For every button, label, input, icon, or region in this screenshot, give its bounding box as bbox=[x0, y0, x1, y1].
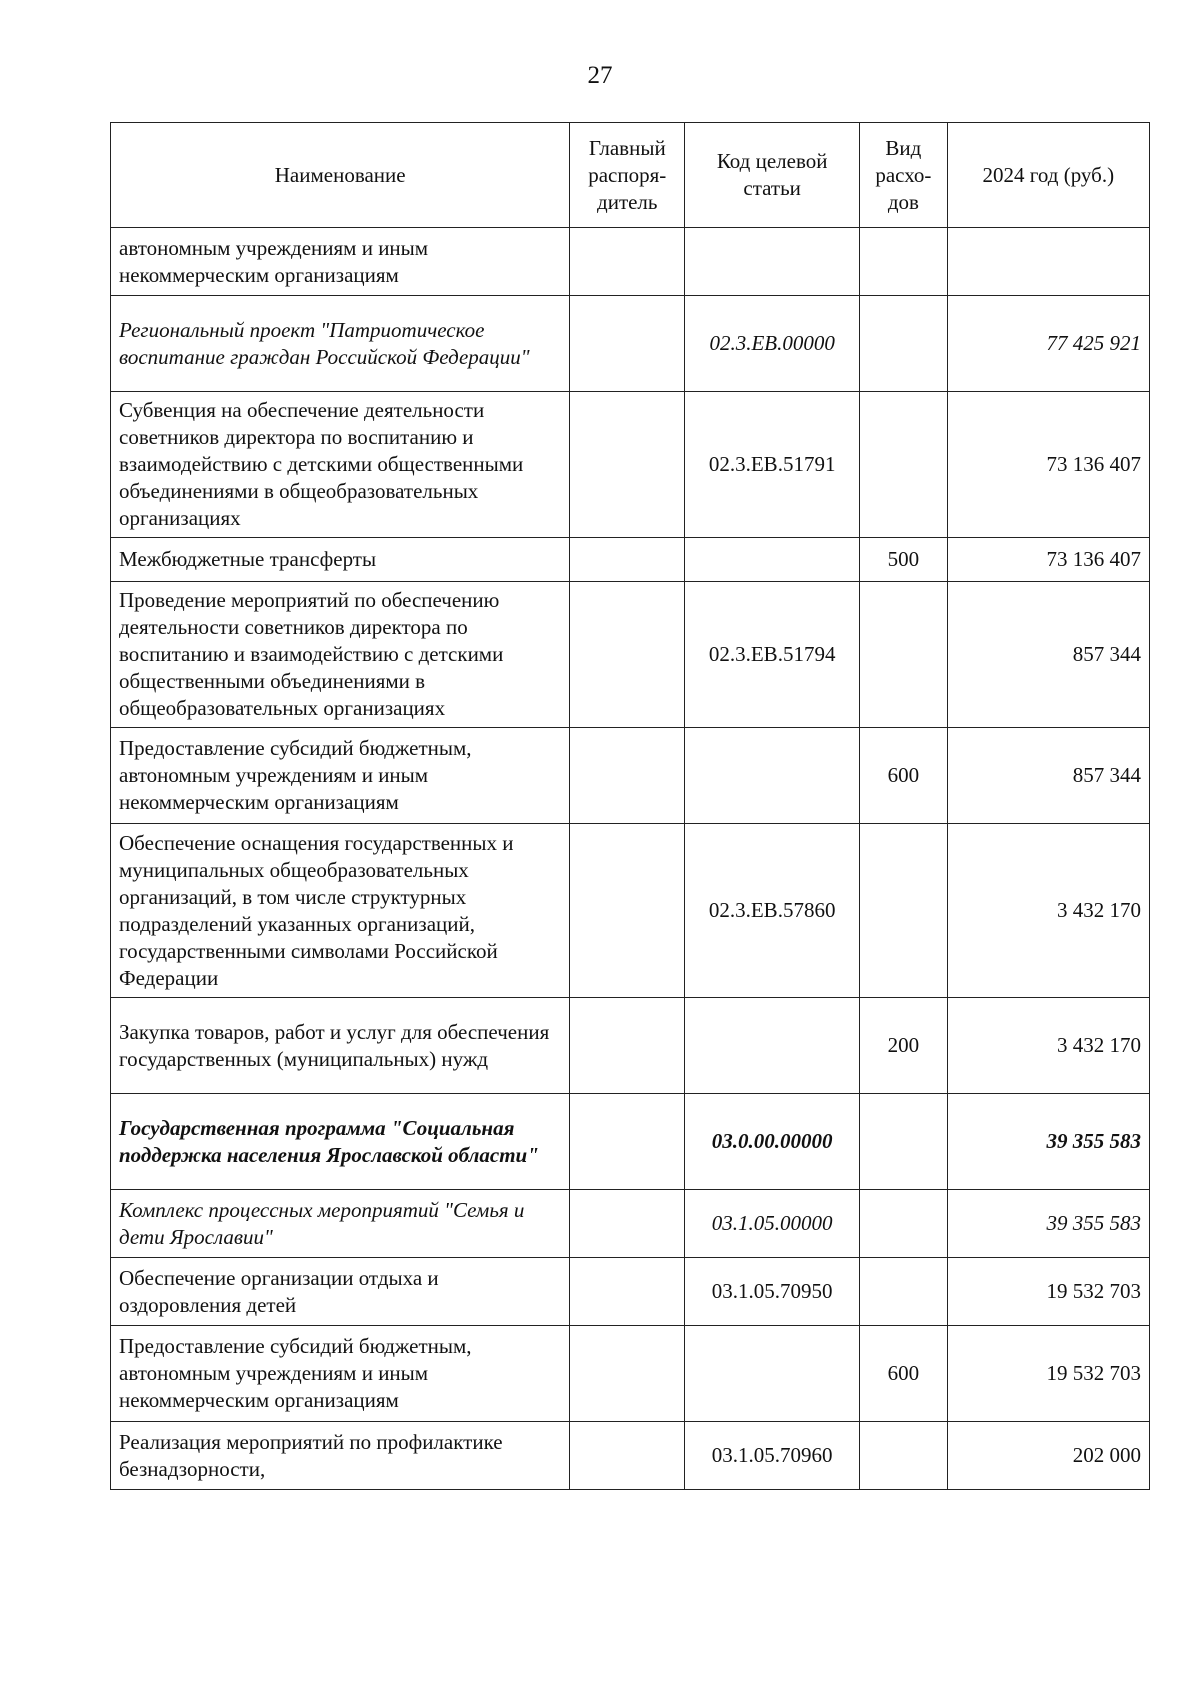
header-type: Вид расхо-дов bbox=[860, 123, 947, 228]
row-manager bbox=[570, 392, 685, 538]
row-code bbox=[685, 1326, 860, 1422]
table-row bbox=[111, 824, 1150, 998]
row-name: Реализация мероприятий по профилактике безнадзорности, bbox=[111, 1422, 570, 1490]
row-name: Комплекс процессных мероприятий "Семья и дети Ярославии" bbox=[111, 1190, 570, 1258]
row-type: 600 bbox=[860, 1326, 947, 1422]
row-name: Предоставление субсидий бюджетным, автономным учреждениям и иным некоммерческим организациям bbox=[111, 1326, 570, 1422]
row-type: 500 bbox=[860, 538, 947, 582]
row-code: 02.3.ЕВ.57860 bbox=[685, 824, 860, 998]
row-manager bbox=[570, 1326, 685, 1422]
header-amount: 2024 год (руб.) bbox=[947, 123, 1149, 228]
row-amount: 3 432 170 bbox=[947, 998, 1149, 1094]
row-code bbox=[685, 728, 860, 824]
row-name: Обеспечение организации отдыха и оздоровления детей bbox=[111, 1258, 570, 1326]
row-name: Государственная программа "Социальная поддержка населения Ярославской области" bbox=[111, 1094, 570, 1190]
table-row bbox=[111, 1258, 1150, 1326]
row-amount: 39 355 583 bbox=[947, 1190, 1149, 1258]
table-row bbox=[111, 538, 1150, 582]
table-row bbox=[111, 228, 1150, 296]
table-row bbox=[111, 1326, 1150, 1422]
row-manager bbox=[570, 1258, 685, 1326]
row-code: 03.1.05.70950 bbox=[685, 1258, 860, 1326]
row-amount: 73 136 407 bbox=[947, 392, 1149, 538]
row-code: 02.3.ЕВ.00000 bbox=[685, 296, 860, 392]
row-manager bbox=[570, 824, 685, 998]
row-amount: 19 532 703 bbox=[947, 1326, 1149, 1422]
header-manager: Главный распоря-дитель bbox=[570, 123, 685, 228]
row-type: 600 bbox=[860, 728, 947, 824]
row-manager bbox=[570, 998, 685, 1094]
row-type bbox=[860, 1190, 947, 1258]
row-type bbox=[860, 296, 947, 392]
row-manager bbox=[570, 1094, 685, 1190]
table-row bbox=[111, 998, 1150, 1094]
row-amount: 19 532 703 bbox=[947, 1258, 1149, 1326]
header-name: Наименование bbox=[111, 123, 570, 228]
row-type bbox=[860, 582, 947, 728]
page-number: 27 bbox=[587, 62, 613, 89]
row-amount: 3 432 170 bbox=[947, 824, 1149, 998]
row-name: Проведение мероприятий по обеспечению деятельности советников директора по воспитанию и взаимодействию с детскими общественными объединениями в общеобразовательных организациях bbox=[111, 582, 570, 728]
row-manager bbox=[570, 538, 685, 582]
budget-table bbox=[110, 122, 1150, 1490]
row-type bbox=[860, 1258, 947, 1326]
row-manager bbox=[570, 582, 685, 728]
row-name: Субвенция на обеспечение деятельности советников директора по воспитанию и взаимодействию с детскими общественными объединениями в общеобразовательных организациях bbox=[111, 392, 570, 538]
table-row bbox=[111, 728, 1150, 824]
row-manager bbox=[570, 1190, 685, 1258]
row-name: Предоставление субсидий бюджетным, автономным учреждениям и иным некоммерческим организациям bbox=[111, 728, 570, 824]
row-amount: 202 000 bbox=[947, 1422, 1149, 1490]
row-code bbox=[685, 538, 860, 582]
row-code: 03.1.05.00000 bbox=[685, 1190, 860, 1258]
table-row bbox=[111, 582, 1150, 728]
row-type bbox=[860, 1094, 947, 1190]
row-amount: 39 355 583 bbox=[947, 1094, 1149, 1190]
row-amount: 77 425 921 bbox=[947, 296, 1149, 392]
row-code: 02.3.ЕВ.51791 bbox=[685, 392, 860, 538]
row-type bbox=[860, 824, 947, 998]
row-manager bbox=[570, 228, 685, 296]
row-amount bbox=[947, 228, 1149, 296]
row-name: Закупка товаров, работ и услуг для обеспечения государственных (муниципальных) нужд bbox=[111, 998, 570, 1094]
row-type bbox=[860, 392, 947, 538]
table-row bbox=[111, 1094, 1150, 1190]
table-row bbox=[111, 1422, 1150, 1490]
row-code: 02.3.ЕВ.51794 bbox=[685, 582, 860, 728]
table-row bbox=[111, 296, 1150, 392]
row-name: Региональный проект "Патриотическое воспитание граждан Российской Федерации" bbox=[111, 296, 570, 392]
row-type: 200 bbox=[860, 998, 947, 1094]
row-amount: 73 136 407 bbox=[947, 538, 1149, 582]
row-manager bbox=[570, 1422, 685, 1490]
header-code: Код целевой статьи bbox=[685, 123, 860, 228]
row-name: Обеспечение оснащения государственных и муниципальных общеобразовательных организаций, в том числе структурных подразделений указанных организаций, государственными символами Российской Федерации bbox=[111, 824, 570, 998]
row-manager bbox=[570, 728, 685, 824]
row-amount: 857 344 bbox=[947, 582, 1149, 728]
table-row bbox=[111, 1190, 1150, 1258]
row-type bbox=[860, 1422, 947, 1490]
table-header-row bbox=[111, 123, 1150, 228]
table-row bbox=[111, 392, 1150, 538]
row-code bbox=[685, 998, 860, 1094]
row-name: автономным учреждениям и иным некоммерческим организациям bbox=[111, 228, 570, 296]
row-code bbox=[685, 228, 860, 296]
row-amount: 857 344 bbox=[947, 728, 1149, 824]
row-name: Межбюджетные трансферты bbox=[111, 538, 570, 582]
row-code: 03.0.00.00000 bbox=[685, 1094, 860, 1190]
row-type bbox=[860, 228, 947, 296]
row-code: 03.1.05.70960 bbox=[685, 1422, 860, 1490]
row-manager bbox=[570, 296, 685, 392]
